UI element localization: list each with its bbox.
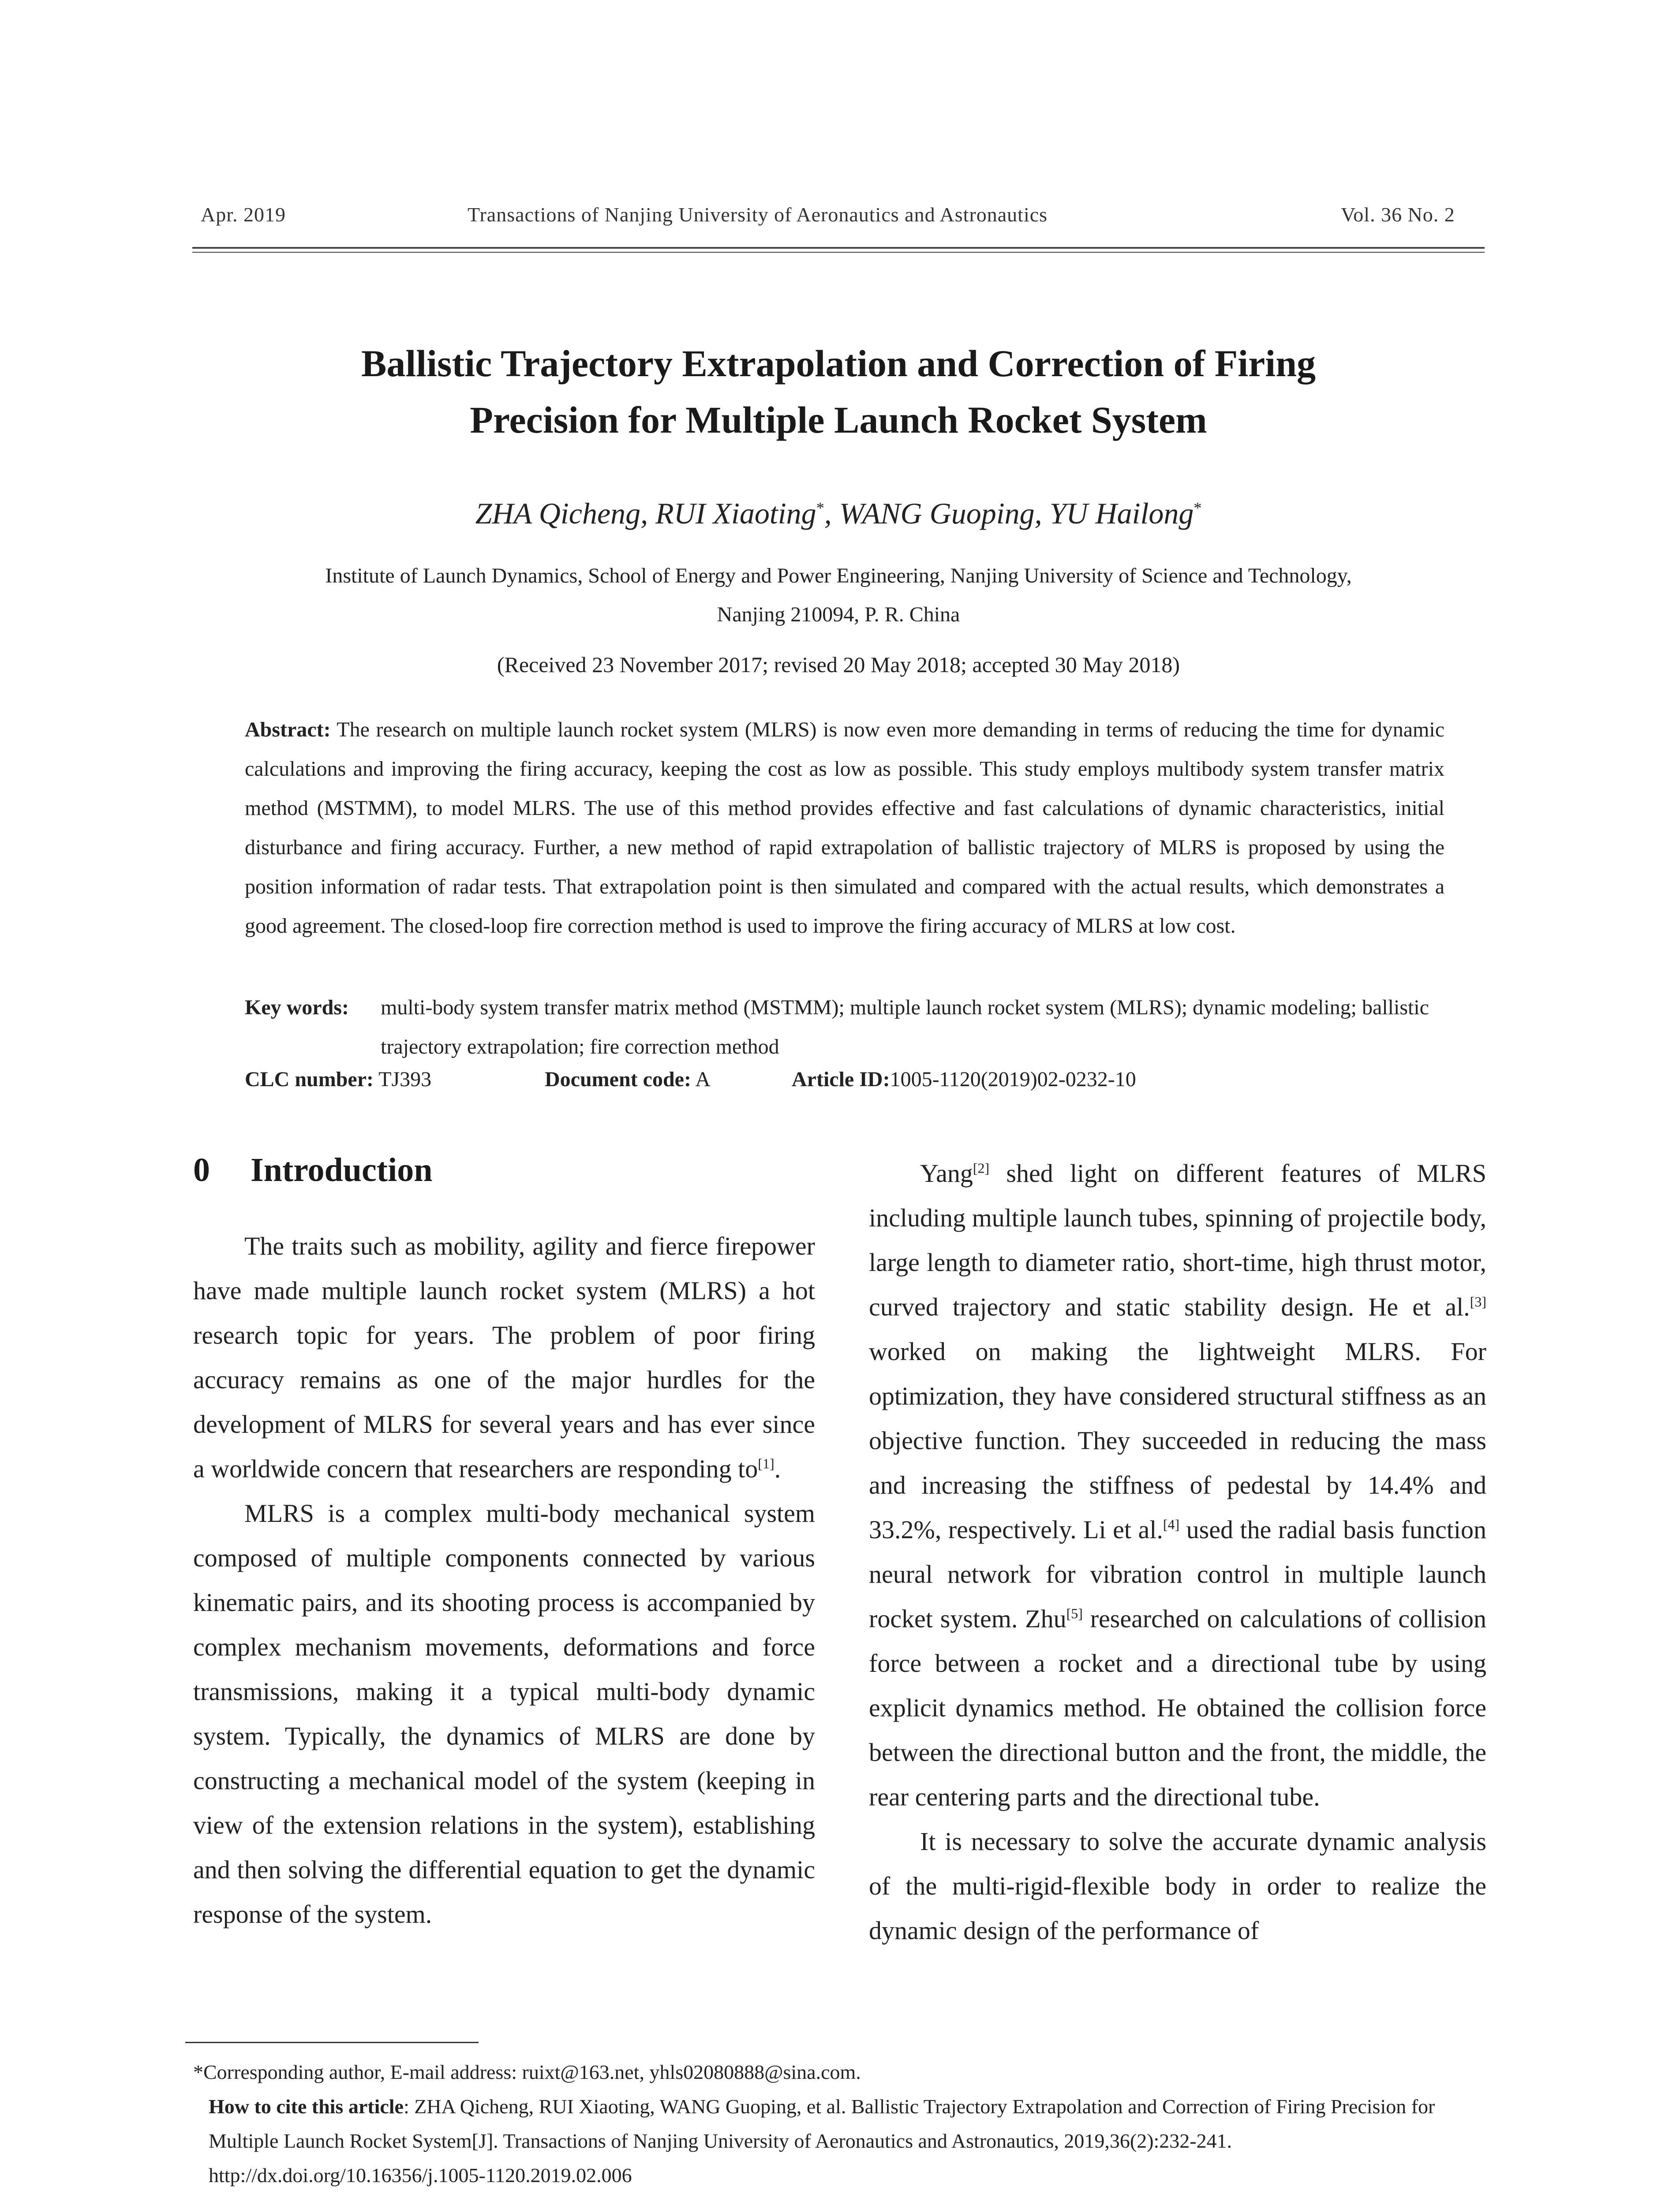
journal-volume: Vol. 36 No. 2 <box>1341 203 1455 226</box>
paragraph-text: worked on making the lightweight MLRS. For optimization, they have considered structural stiffness as an objective function. They succeeded in reducing the mass and increasing the stiffness of pedestal by 14.4% and 33.2%, respectively. Li et al. <box>869 1337 1486 1544</box>
corresponding-author-note: *Corresponding author, E-mail address: ruixt@163.net, yhls02080888@sina.com. <box>193 2061 861 2083</box>
paragraph-text: used the radial basis function neural network for vibration control in multiple launch rocket system. Zhu <box>869 1515 1486 1633</box>
author-2: RUI Xiaoting <box>655 497 816 530</box>
article-id-value: 1005-1120(2019)02-0232-10 <box>890 1068 1136 1091</box>
paper-title <box>192 335 1485 448</box>
footnotes <box>193 2055 1485 2193</box>
citation-ref: [2] <box>973 1160 990 1176</box>
received-dates: (Received 23 November 2017; revised 20 May 2018; accepted 30 May 2018) <box>497 652 1180 677</box>
clc-value: TJ393 <box>374 1068 432 1091</box>
author-separator: , <box>640 497 656 530</box>
citation-ref: [4] <box>1163 1516 1180 1532</box>
author-4: YU Hailong <box>1049 497 1194 530</box>
classification-codes <box>245 1067 1444 1091</box>
corresponding-mark: * <box>1194 499 1202 517</box>
title-line-2: Precision for Multiple Launch Rocket System <box>470 399 1207 441</box>
author-3: WANG Guoping <box>839 497 1035 530</box>
author-separator: , <box>1034 497 1050 530</box>
affiliation-line-1: Institute of Launch Dynamics, School of Energy and Power Engineering, Nanjing University of Science and Technology, <box>325 564 1352 587</box>
body-paragraph <box>869 1151 1486 1819</box>
keywords-text: multi-body system transfer matrix method (MSTMM); multiple launch rocket system (MLRS); dynamic modeling; ballistic trajectory extrapolation; fire correction method <box>381 996 1429 1058</box>
clc-label: CLC number: <box>245 1068 374 1091</box>
abstract-label: Abstract: <box>245 718 331 741</box>
journal-date: Apr. 2019 <box>201 203 286 226</box>
body-column-right <box>869 1151 1486 1953</box>
doi-link[interactable]: http://dx.doi.org/10.16356/j.1005-1120.2019.02.006 <box>209 2164 632 2186</box>
citation-ref: [5] <box>1066 1605 1083 1622</box>
author-list <box>192 496 1485 531</box>
citation-label: How to cite this article <box>209 2095 404 2118</box>
section-heading <box>193 1151 432 1189</box>
paragraph-text: Yang <box>920 1159 973 1188</box>
paragraph-text: researched on calculations of collision force between a rocket and a directional tube by using explicit dynamics method. He obtained the collision force between the directional button and the front, the middle, the rear centering parts and the directional tube. <box>869 1604 1486 1811</box>
paragraph-text: shed light on different features of MLRS including multiple launch tubes, spinning of projectile body, large length to diameter ratio, short-time, high thrust motor, curved trajectory and static stability design. He et al. <box>869 1159 1486 1321</box>
title-line-1: Ballistic Trajectory Extrapolation and Correction of Firing <box>361 342 1316 385</box>
citation-note <box>193 2089 1485 2158</box>
header-rule-thick <box>192 247 1485 249</box>
author-1: ZHA Qicheng <box>475 497 641 530</box>
citation-ref: [3] <box>1470 1293 1486 1310</box>
paragraph-text: The traits such as mobility, agility and fierce firepower have made multiple launch rocket system (MLRS) a hot research topic for years. The problem of poor firing accuracy remains as one of the major hurdles for the development of MLRS for several years and has ever since a worldwide concern that researchers are responding to <box>193 1232 815 1483</box>
corresponding-mark: * <box>816 499 824 517</box>
document-code-value: A <box>691 1068 711 1091</box>
keywords-label: Key words: <box>245 996 349 1019</box>
footnote-rule <box>185 2042 479 2043</box>
body-paragraph <box>193 1224 815 1491</box>
affiliation <box>192 557 1485 634</box>
affiliation-line-2: Nanjing 210094, P. R. China <box>717 603 960 626</box>
citation-ref: [1] <box>758 1455 775 1472</box>
abstract-text: The research on multiple launch rocket system (MLRS) is now even more demanding in terms of reducing the time for dynamic calculations and improving the firing accuracy, keeping the cost as low as possible. This study employs multibody system transfer matrix method (MSTMM), to model MLRS. The use of this method provides effective and fast calculations of dynamic characteristics, initial disturbance and firing accuracy. Further, a new method of rapid extrapolation of ballistic trajectory of MLRS is proposed by using the position information of radar tests. That extrapolation point is then simulated and compared with the actual results, which demonstrates a good agreement. The closed-loop fire correction method is used to improve the firing accuracy of MLRS at low cost. <box>245 718 1444 938</box>
abstract <box>245 710 1444 946</box>
citation-text: : ZHA Qicheng, RUI Xiaoting, WANG Guoping, et al. Ballistic Trajectory Extrapolation and Correction of Firing Precision for Multiple Launch Rocket System[J]. Transactions of Nanjing University of Aeronautics and Astronautics, 2019,36(2):232-241. <box>209 2095 1435 2152</box>
body-paragraph: MLRS is a complex multi-body mechanical system composed of multiple components connected by various kinematic pairs, and its shooting process is accompanied by complex mechanism movements, deformations and force transmissions, making it a typical multi-body dynamic system. Typically, the dynamics of MLRS are done by constructing a mechanical model of the system (keeping in view of the extension relations in the system), establishing and then solving the differential equation to get the dynamic response of the system. <box>193 1499 815 1928</box>
author-separator: , <box>824 497 839 530</box>
paragraph-text: . <box>774 1454 781 1483</box>
document-code-label: Document code: <box>545 1068 691 1091</box>
body-column-left <box>193 1224 815 1936</box>
section-title: Introduction <box>251 1151 433 1188</box>
header-rule-thin <box>192 252 1485 253</box>
article-id-label: Article ID: <box>792 1068 890 1091</box>
section-number: 0 <box>193 1151 210 1188</box>
journal-name: Transactions of Nanjing University of Aeronautics and Astronautics <box>468 203 1048 226</box>
body-paragraph: It is necessary to solve the accurate dynamic analysis of the multi-rigid-flexible body in order to realize the dynamic design of the performance of <box>869 1827 1486 1945</box>
keywords <box>245 988 1444 1066</box>
